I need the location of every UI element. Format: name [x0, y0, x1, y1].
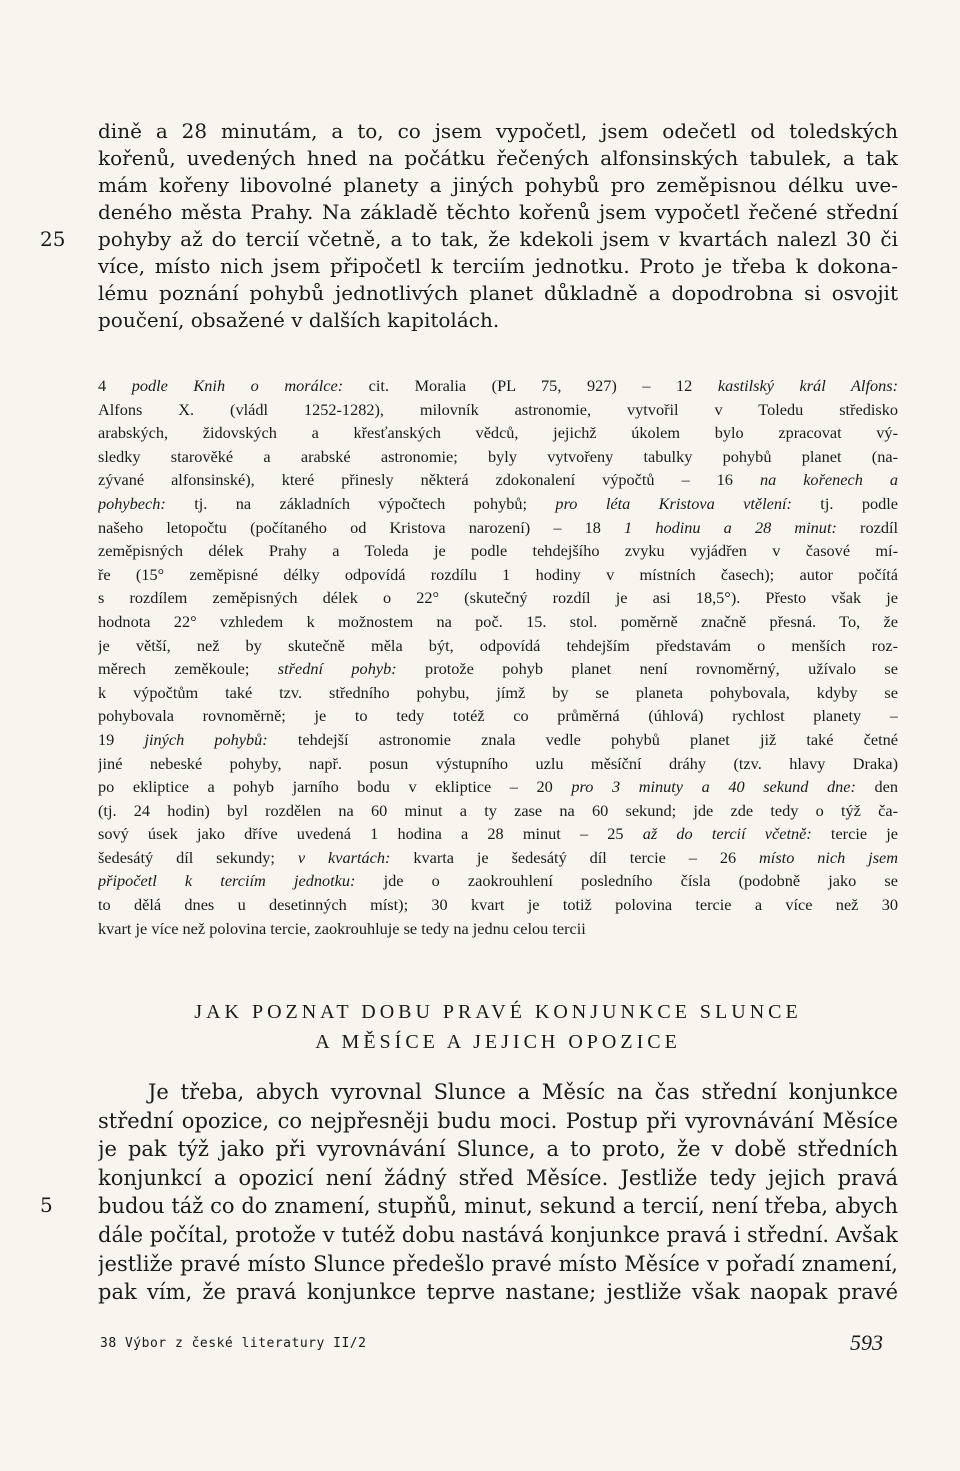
- note-text: jde o zaokrouhlení posledního čísla (podobně jako se: [355, 871, 898, 891]
- text-line: konjunkcí a opozicí není žádný střed Měsíce. Jestliže tedy jejich pravá: [98, 1165, 898, 1190]
- note-text: hodnota 22° vzhledem k možnostem na poč. 15. stol. poměrně značně přesná. To, že: [98, 611, 898, 631]
- text-line: poučení, obsažené v dalších kapitolách.: [98, 308, 500, 332]
- note-text: cit. Moralia (PL 75, 927) – 12: [343, 376, 718, 395]
- text-line: pohyby až do tercií včetně, a to tak, že kdekoli jsem v kvartách nalezl 30 či: [98, 227, 898, 251]
- note-line: [98, 374, 898, 398]
- page-number: 593: [850, 1330, 883, 1355]
- note-text: 19: [98, 729, 145, 749]
- note-text: den: [855, 777, 898, 797]
- note-line: [98, 704, 898, 728]
- text-line: střední opozice, co nejpřesněji budu moci. Postup při vyrovnávání Měsíce: [98, 1108, 898, 1133]
- note-line: [98, 492, 898, 516]
- note-lemma: až do tercií včetně:: [642, 824, 812, 844]
- chapter-heading-line-2: A MĚSÍCE A JEJICH OPOZICE: [315, 1031, 681, 1053]
- note-line: [98, 586, 898, 610]
- chapter-paragraph: [98, 1078, 898, 1307]
- note-text: rozdíl: [836, 517, 898, 537]
- note-line: [98, 846, 898, 870]
- note-text: 4: [98, 376, 132, 395]
- note-lemma: místo nich jsem: [759, 847, 898, 867]
- note-text: s rozdílem zeměpisných délek o 22° (skutečný rozdíl je asi 18,5°). Přesto však je: [98, 588, 898, 608]
- note-text: pohybovala rovnoměrně; je to tedy totéž co průměrná (úhlová) rychlost planety –: [98, 706, 898, 726]
- text-line: mám kořeny libovolné planety a jiných pohybů pro zeměpisnou délku uve-: [98, 173, 898, 197]
- note-lemma: podle Knih o morálce:: [131, 376, 344, 395]
- note-lemma: pro 3 minuty a 40 sekund dne:: [571, 777, 856, 797]
- note-line: [98, 610, 898, 634]
- chapter-heading-line-1: JAK POZNAT DOBU PRAVÉ KONJUNKCE SLUNCE: [194, 1001, 802, 1023]
- note-lemma: připočetl k terciím jednotku:: [98, 871, 356, 891]
- note-line: [98, 421, 898, 445]
- note-line: [98, 468, 898, 492]
- text-line: Je třeba, abych vyrovnal Slunce a Měsíc na čas střední konjunkce: [148, 1080, 898, 1104]
- note-lemma: v kvartách:: [297, 847, 391, 867]
- note-line: [98, 752, 898, 776]
- note-line: [98, 869, 898, 893]
- note-line: [98, 563, 898, 587]
- note-line: [98, 445, 898, 469]
- note-line: [98, 657, 898, 681]
- note-text: tj. na základních výpočtech pohybů;: [165, 493, 556, 513]
- note-text: tercie je: [811, 824, 898, 844]
- text-line: jestliže pravé místo Slunce předešlo pravé místo Měsíce v pořadí znamení,: [98, 1251, 898, 1276]
- note-lemma: pro léta Kristova vtělení:: [555, 493, 792, 513]
- text-line: deného města Prahy. Na základě těchto kořenů jsem vypočetl řečené střední: [98, 200, 898, 224]
- note-text: šedesátý díl sekundy;: [98, 847, 298, 867]
- note-text: ře (15° zeměpisné délky odpovídá rozdílu 1 hodiny v místních časech); autor počítá: [98, 564, 898, 584]
- text-line: lému poznání pohybů jednotlivých planet důkladně a dopodrobna si osvojit: [98, 281, 898, 305]
- note-text: (tj. 24 hodin) byl rozdělen na 60 minut a ty zase na 60 sekund; jde zde tedy o týž ča-: [98, 800, 898, 820]
- line-number: 5: [40, 1193, 53, 1217]
- main-paragraph: [98, 118, 898, 334]
- footer-signature: 38 Výbor z české literatury II/2: [100, 1336, 367, 1351]
- note-line: [98, 799, 898, 823]
- note-text: po ekliptice a pohyb jarního bodu v ekliptice – 20: [98, 777, 572, 797]
- text-line: pak vím, že pravá konjunkce teprve nastane; jestliže však naopak pravé: [98, 1280, 898, 1305]
- note-line: [98, 516, 898, 540]
- note-text: protože pohyb planet není rovnoměrný, užívalo se: [396, 659, 898, 679]
- note-lemma: jiných pohybů:: [144, 729, 268, 749]
- text-line: je pak týž jako při vyrovnávání Slunce, a to proto, že v době středních: [98, 1137, 898, 1162]
- note-text: arabských, židovských a křesťanských vědců, jejichž úkolem bylo zpracovat vý-: [98, 423, 898, 443]
- note-text: to dělá dnes u desetinných míst); 30 kvart je totiž polovina tercie a více než 30: [98, 895, 898, 915]
- note-text: našeho letopočtu (počítaného od Kristova narození) – 18: [98, 517, 625, 537]
- note-line: [98, 917, 898, 941]
- note-lemma: střední pohyb:: [277, 659, 397, 679]
- note-line: [98, 539, 898, 563]
- note-line: [98, 893, 898, 917]
- note-text: kvarta je šedesátý díl tercie – 26: [390, 847, 760, 867]
- commentary-notes: [98, 374, 898, 940]
- note-text: kvart je více než polovina tercie, zaokrouhluje se tedy na jednu celou tercii: [98, 918, 586, 938]
- note-text: měrech zeměkoule;: [98, 659, 278, 679]
- note-text: tehdejší astronomie znala vedle pohybů planet již také četné: [267, 729, 898, 749]
- text-line: dále počítal, protože v tutéž dobu nastává konjunkce pravá i střední. Avšak: [98, 1222, 898, 1247]
- note-text: zeměpisných délek Prahy a Toleda je podle tehdejšího zvyku vyjádřen v časové mí-: [98, 541, 898, 561]
- note-text: zývané alfonsinské), které přinesly některá zdokonalení výpočtů – 16: [98, 470, 760, 490]
- note-text: jiné nebeské pohyby, např. posun výstupního uzlu měsíční dráhy (tzv. hlavy Draka): [98, 753, 898, 773]
- note-line: [98, 634, 898, 658]
- note-line: [98, 728, 898, 752]
- line-number: 25: [40, 227, 66, 251]
- note-text: Alfons X. (vládl 1252-1282), milovník astronomie, vytvořil v Toledu středisko: [98, 399, 898, 419]
- text-line: kořenů, uvedených hned na počátku řečených alfonsinských tabulek, a tak: [98, 146, 898, 170]
- text-line: budou táž co do znamení, stupňů, minut, sekund a tercií, není třeba, abych: [98, 1194, 898, 1219]
- note-line: [98, 681, 898, 705]
- note-text: sový úsek jako dříve uvedená 1 hodina a 28 minut – 25: [98, 824, 643, 844]
- note-lemma: pohybech:: [98, 493, 166, 513]
- note-line: [98, 398, 898, 422]
- note-text: k výpočtům také tzv. středního pohybu, jímž by se planeta pohybovala, kdyby se: [98, 682, 898, 702]
- note-text: sledky starověké a arabské astronomie; byly vytvořeny tabulky pohybů planet (na-: [98, 446, 898, 466]
- text-line: dině a 28 minutám, a to, co jsem vypočetl, jsem odečetl od toledských: [98, 119, 898, 143]
- note-line: [98, 822, 898, 846]
- note-lemma: na kořenech a: [759, 470, 898, 490]
- note-lemma: 1 hodinu a 28 minut:: [624, 517, 837, 537]
- note-lemma: kastilský král Alfons:: [717, 376, 898, 395]
- text-line: více, místo nich jsem připočetl k terciím jednotku. Proto je třeba k dokona-: [98, 254, 898, 278]
- note-text: tj. podle: [791, 493, 898, 513]
- note-line: [98, 775, 898, 799]
- note-text: je větší, než by skutečně měla být, odpovídá tehdejším představám o menších roz-: [98, 635, 898, 655]
